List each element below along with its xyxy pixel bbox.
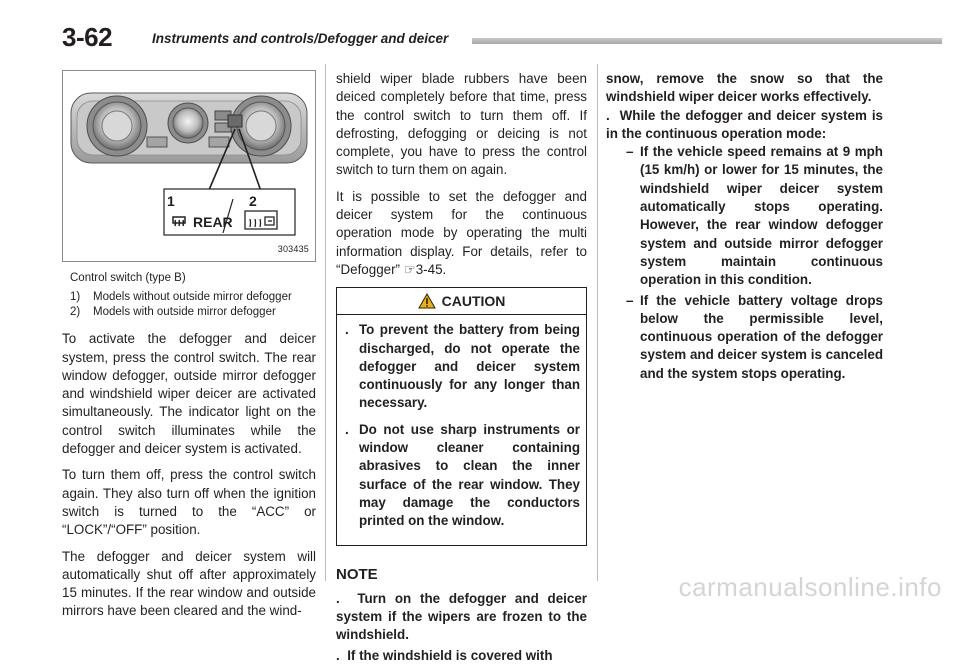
dash-item: – If the vehicle speed remains at 9 mph (15 km/h) or lower for 15 minutes, the windshield wiper deicer system automatically stops operating. However, the rear window defogger system and outside mirror defogger system maintain continuous operation in this condition. xyxy=(626,143,883,289)
bullet: . xyxy=(606,107,610,123)
header-rule xyxy=(472,38,942,44)
control-switch-figure xyxy=(62,70,316,262)
dash-item: – If the vehicle battery voltage drops below the permissible level, continuous operation of the defogger system and deicer system is canceled and the system stops operating. xyxy=(626,292,883,383)
caption-item: 1) Models without outside mirror defogger xyxy=(70,291,292,304)
figure-label-1: 1 xyxy=(167,193,175,209)
dash: – xyxy=(626,144,634,160)
caution-title: CAUTION xyxy=(441,293,506,310)
section-title: Instruments and controls/Defogger and deicer xyxy=(152,31,449,46)
watermark: carmanualsonline.info xyxy=(678,572,942,602)
figure-caption-title: Control switch (type B) xyxy=(70,272,186,284)
paragraph: To activate the defogger and deicer system, press the control switch. The rear window defogger, outside mirror defogger and windshield wiper deicer are activated simultaneously. The indicator light on the control switch illuminates while the defogger and deicer system is activated. xyxy=(62,331,316,457)
paragraph: To turn them off, press the control switch again. They also turn off when the ignition switch is turned to the “ACC” or “LOCK”/“OFF” position. xyxy=(62,467,316,538)
paragraph: The defogger and deicer system will automatically shut off after approximately 15 minutes. If the rear window and outside mirrors have been cleared and the wind- xyxy=(62,548,316,619)
caution-item: . To prevent the battery from being discharged, do not operate the defogger and deicer system continuously for any longer than necessary. xyxy=(345,321,580,412)
column-2 xyxy=(336,70,587,667)
column-3 xyxy=(606,70,883,385)
page-number: 3-62 xyxy=(62,22,113,52)
caution-box xyxy=(336,287,587,545)
figure-code: 303435 xyxy=(277,243,309,254)
control-panel-illustration xyxy=(63,71,315,261)
note-heading: NOTE xyxy=(336,565,378,583)
caution-heading xyxy=(337,288,586,315)
dash: – xyxy=(626,292,634,308)
paragraph: It is possible to set the defogger and deicer system for the continuous operation mode by operating the multi information display. For details, refer to “Defogger” ☞3-45. xyxy=(336,188,587,277)
bullet: . xyxy=(336,590,340,606)
note-item: . If the windshield is covered with xyxy=(336,647,553,663)
figure-label-2: 2 xyxy=(249,193,257,209)
rear-label: REAR xyxy=(193,214,233,230)
column-1 xyxy=(62,70,316,629)
caution-item: . Do not use sharp instruments or window cleaner containing abrasives to clean the inner surface of the rear window. They may damage the conductors printed on the window. xyxy=(345,421,580,531)
column-divider xyxy=(597,64,598,581)
caption-item: 2) Models with outside mirror defogger xyxy=(70,306,276,319)
page-header xyxy=(62,20,942,54)
bullet: . xyxy=(336,647,340,663)
paragraph: shield wiper blade rubbers have been deiced completely before that time, press the control switch to turn them off. If defrosting, defogging or deicing is not complete, you have to press the control switch to turn them on again. xyxy=(336,71,587,178)
bullet: . xyxy=(345,421,349,437)
note-item: . While the defogger and deicer system is in the continuous operation mode: xyxy=(606,107,883,141)
paragraph: snow, remove the snow so that the windshield wiper deicer works effectively. xyxy=(606,71,883,105)
figure-caption-list xyxy=(70,290,316,320)
bullet: . xyxy=(345,322,349,338)
column-divider xyxy=(325,64,326,581)
note-item: . Turn on the defogger and deicer system if the wipers are frozen to the windshield. xyxy=(336,590,587,643)
warning-triangle-icon xyxy=(418,291,436,317)
